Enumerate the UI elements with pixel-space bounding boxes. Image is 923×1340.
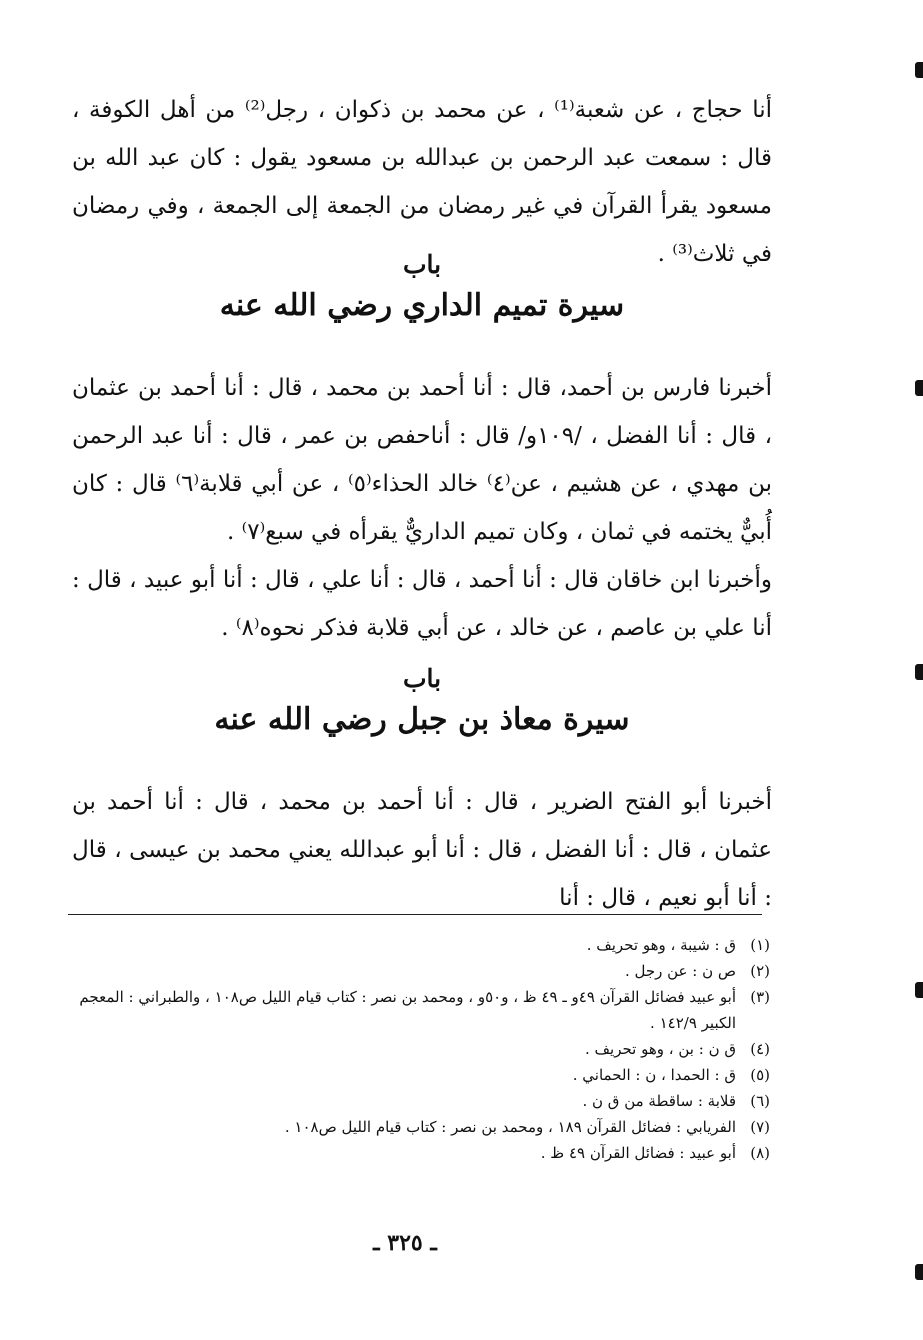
- muadh-section-body: [72, 778, 772, 922]
- section-title: سيرة معاذ بن جبل رضي الله عنه: [214, 702, 630, 737]
- footnote-item: [58, 1140, 770, 1166]
- footnote-item: [58, 1062, 770, 1088]
- footnote-text: ص ن : عن رجل .: [624, 962, 736, 980]
- footnote-item: [58, 1088, 770, 1114]
- footnote-text: ق ن : بن ، وهو تحريف .: [584, 1040, 736, 1058]
- scan-edge-mark: [915, 1264, 923, 1280]
- scan-edge-mark: [915, 982, 923, 998]
- muadh-paragraph-1: أخبرنا أبو الفتح الضرير ، قال : أنا أحمد بن محمد ، قال : أنا أحمد بن عثمان ، قال : أنا الفضل ، قال : أنا أبو عبدالله يعني محمد بن عيسى ، قال : أنا أبو نعيم ، قال : أنا: [72, 789, 772, 911]
- footnote-number: (٤): [750, 1040, 770, 1058]
- section-heading-tamim: [72, 246, 772, 328]
- footnote-number: (٧): [750, 1118, 770, 1136]
- scan-edge-mark: [915, 62, 923, 78]
- page-number: ـ ٣٢٥ ـ: [373, 1230, 437, 1256]
- footnote-text: ق : الحمدا ، ن : الحماني .: [572, 1066, 736, 1084]
- footnote-item: [58, 1036, 770, 1062]
- footnote-item: [58, 932, 770, 958]
- footnote-text: ق : شيبة ، وهو تحريف .: [586, 936, 736, 954]
- footnote-text: أبو عبيد فضائل القرآن ٤٩و ـ ٤٩ ظ ، و٥٠و ، ومحمد بن نصر : كتاب قيام الليل ص١٠٨ ، والطبراني : المعجم الكبير ١٤٢/٩ .: [79, 988, 736, 1032]
- footnote-number: (٦): [750, 1092, 770, 1110]
- footnote-number: (٨): [750, 1144, 770, 1162]
- section-heading-muadh: [72, 660, 772, 742]
- footnote-number: (٥): [750, 1066, 770, 1084]
- opening-paragraph: أنا حجاج ، عن شعبة⁽¹⁾ ، عن محمد بن ذكوان ، رجل⁽²⁾ من أهل الكوفة ، قال : سمعت عبد الرحمن بن عبدالله بن مسعود يقول : كان عبد الله بن مسعود يقرأ القرآن في غير رمضان من الجمعة إلى الجمعة ، وفي رمضان في ثلاث⁽³⁾ .: [72, 97, 773, 267]
- tamim-paragraph-2: وأخبرنا ابن خاقان قال : أنا أحمد ، قال : أنا علي ، قال : أنا أبو عبيد ، قال : أنا علي بن عاصم ، عن خالد ، عن أبي قلابة فذكر نحوه⁽٨⁾ .: [72, 567, 772, 641]
- footnote-text: الفريابي : فضائل القرآن ١٨٩ ، ومحمد بن نصر : كتاب قيام الليل ص١٠٨ .: [284, 1118, 736, 1136]
- bab-label: باب: [402, 664, 442, 693]
- section-title: سيرة تميم الداري رضي الله عنه: [219, 288, 625, 323]
- footnote-number: (٣): [750, 988, 770, 1006]
- footnote-text: قلابة : ساقطة من ق ن .: [582, 1092, 736, 1110]
- footnote-item: [58, 958, 770, 984]
- bab-label: باب: [402, 250, 442, 279]
- footnote-text: أبو عبيد : فضائل القرآن ٤٩ ظ .: [540, 1144, 736, 1162]
- footnotes-list: [58, 932, 770, 1166]
- scan-edge-mark: [915, 664, 923, 680]
- footnote-item: [58, 1114, 770, 1140]
- footnote-number: (٢): [750, 962, 770, 980]
- scan-edge-mark: [915, 380, 923, 396]
- tamim-section-body: [72, 364, 772, 652]
- footnote-item: [58, 984, 770, 1036]
- footnote-number: (١): [750, 936, 770, 954]
- tamim-paragraph-1: أخبرنا فارس بن أحمد، قال : أنا أحمد بن محمد ، قال : أنا أحمد بن عثمان ، قال : أنا الفضل ، /١٠٩و/ قال : أناحفص بن عمر ، قال : أنا عبد الرحمن بن مهدي ، عن هشيم ، عن⁽٤⁾ خالد الحذاء⁽٥⁾ ، عن أبي قلابة⁽٦⁾ قال : كان أُبيٌّ يختمه في ثمان ، وكان تميم الداريٌّ يقرأه في سبع⁽٧⁾ .: [72, 375, 772, 545]
- footnote-divider: [68, 914, 762, 915]
